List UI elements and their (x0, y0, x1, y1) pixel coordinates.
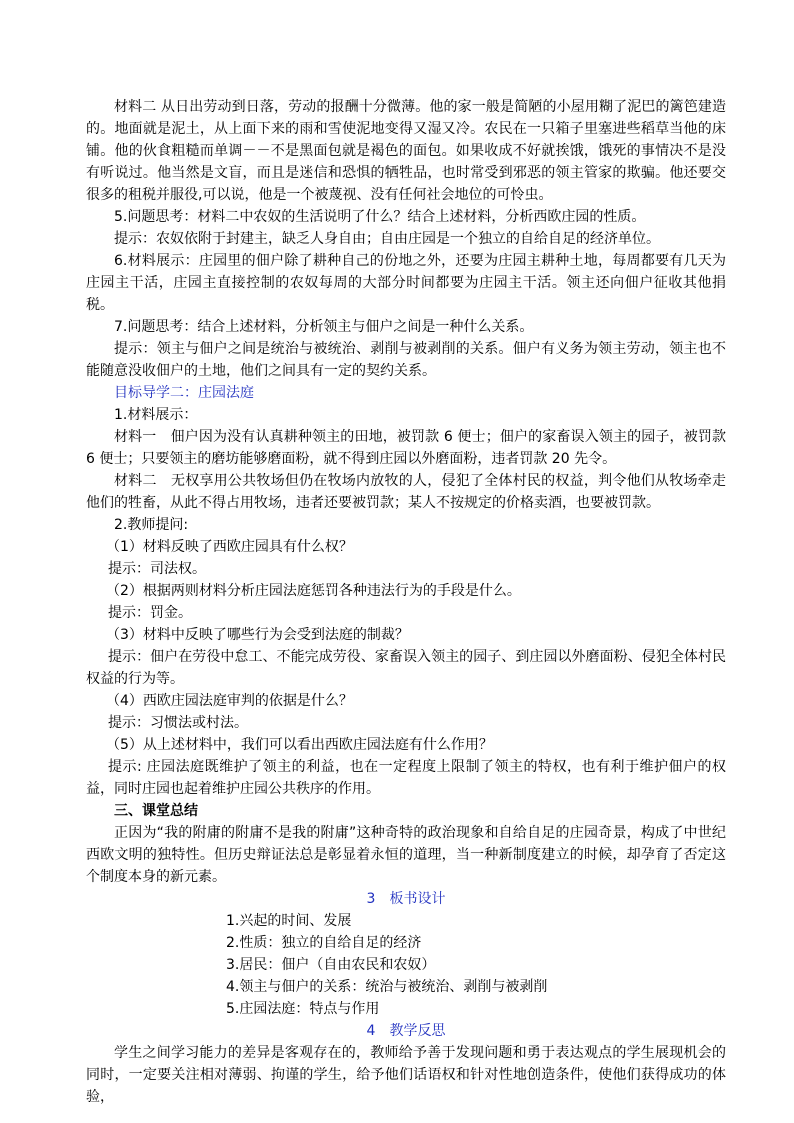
board-item-4: 4.领主与佃户的关系：统治与被统治、剥削与被剥削 (226, 979, 548, 995)
board-item-1: 1.兴起的时间、发展 (226, 913, 352, 929)
summary-heading: 三、课堂总结 (114, 803, 198, 819)
document-page (86, 96, 726, 1108)
teacher-hint-1: 提示：司法权。 (108, 561, 206, 577)
hint-5: 提示：农奴依附于封建主，缺乏人身自由；自由庄园是一个独立的自给自足的经济单位。 (114, 231, 660, 247)
teacher-question-3: （3）材料中反映了哪些行为会受到法庭的制裁？ (106, 627, 409, 643)
question-5: 5.问题思考：材料二中农奴的生活说明了什么？结合上述材料，分析西欧庄园的性质。 (114, 209, 646, 225)
board-item-5: 5.庄园法庭：特点与作用 (226, 1001, 380, 1017)
hint-7: 提示：领主与佃户之间是统治与被统治、剥削与被剥削的关系。佃户有义务为领主劳动，领主也不能随意没收佃户的土地，他们之间具有一定的契约关系。 (86, 341, 726, 379)
teacher-question-4: （4）西欧庄园法庭审判的依据是什么？ (106, 693, 353, 709)
teacher-questions-label: 2.教师提问: (114, 517, 189, 533)
material-6: 6.材料展示：庄园里的佃户除了耕种自己的份地之外，还要为庄园主耕种土地，每周都要有几天为庄园主干活，庄园主直接控制的农奴每周的大部分时间都要为庄园主干活。领主还向佃户征收其他捐税。 (86, 253, 726, 313)
material-show-1: 1.材料展示： (114, 407, 198, 423)
question-7: 7.问题思考：结合上述材料，分析领主与佃户之间是一种什么关系。 (114, 319, 534, 335)
material-two-court-paragraph: 材料二 无权享用公共牧场但仍在牧场内放牧的人，侵犯了全体村民的权益，判令他们从牧场牵走他们的牲畜，从此不得占用牧场，违者还要被罚款；某人不按规定的价格卖酒，也要被罚款。 (86, 473, 726, 511)
teacher-question-2: （2）根据两则材料分析庄园法庭惩罚各种违法行为的手段是什么。 (106, 583, 521, 599)
teacher-hint-5: 提示: 庄园法庭既维护了领主的利益，也在一定程度上限制了领主的特权，也有利于维护佃户的权益，同时庄园也起着维护庄园公共秩序的作用。 (86, 759, 726, 797)
board-item-2: 2.性质：独立的自给自足的经济 (226, 935, 422, 951)
reflection-heading: 4 教学反思 (366, 1023, 446, 1039)
teacher-hint-3: 提示：佃户在劳役中怠工、不能完成劳役、家畜误入领主的园子、到庄园以外磨面粉、侵犯全体村民权益的行为等。 (86, 649, 726, 687)
material-two-paragraph: 材料二 从日出劳动到日落，劳动的报酬十分微薄。他的家一般是简陋的小屋用糊了泥巴的篱笆建造的。地面就是泥土，从上面下来的雨和雪使泥地变得又湿又冷。农民在一只箱子里塞进些稻草当他的床铺。他的伙食粗糙而单调－－不是黑面包就是褐色的面包。如果收成不好就挨饿，饿死的事情决不是没有听说过。他当然是文盲，而且是迷信和恐惧的牺牲品，也时常受到邪恶的领主管家的欺骗。他还要交很多的租税并服役,可以说，他是一个被蔑视、没有任何社会地位的可怜虫。 (86, 99, 726, 203)
teacher-question-1: （1）材料反映了西欧庄园具有什么权？ (106, 539, 353, 555)
teacher-question-5: （5）从上述材料中，我们可以看出西欧庄园法庭有什么作用？ (106, 737, 493, 753)
summary-paragraph: 正因为“我的附庸的附庸不是我的附庸”这种奇特的政治现象和自给自足的庄园奇景，构成了中世纪西欧文明的独特性。但历史辩证法总是彰显着永恒的道理，当一种新制度建立的时候，却孕育了否定这个制度本身的新元素。 (86, 825, 726, 885)
reflection-paragraph: 学生之间学习能力的差异是客观存在的，教师给予善于发现问题和勇于表达观点的学生展现机会的同时，一定要关注相对薄弱、拘谨的学生，给予他们话语权和针对性地创造条件，使他们获得成功的体验， (86, 1045, 726, 1105)
material-one-paragraph: 材料一 佃户因为没有认真耕种领主的田地，被罚款 6 便士；佃户的家畜误入领主的园子，被罚款 6 便士；只要领主的磨坊能够磨面粉，就不得到庄园以外磨面粉，违者罚款 20 先令。 (86, 429, 726, 467)
board-item-3: 3.居民：佃户（自由农民和农奴） (226, 957, 436, 973)
goal-heading-2: 目标导学二：庄园法庭 (114, 385, 254, 401)
teacher-hint-4: 提示：习惯法或村法。 (108, 715, 248, 731)
teacher-hint-2: 提示：罚金。 (108, 605, 192, 621)
board-design-heading: 3 板书设计 (366, 891, 446, 907)
